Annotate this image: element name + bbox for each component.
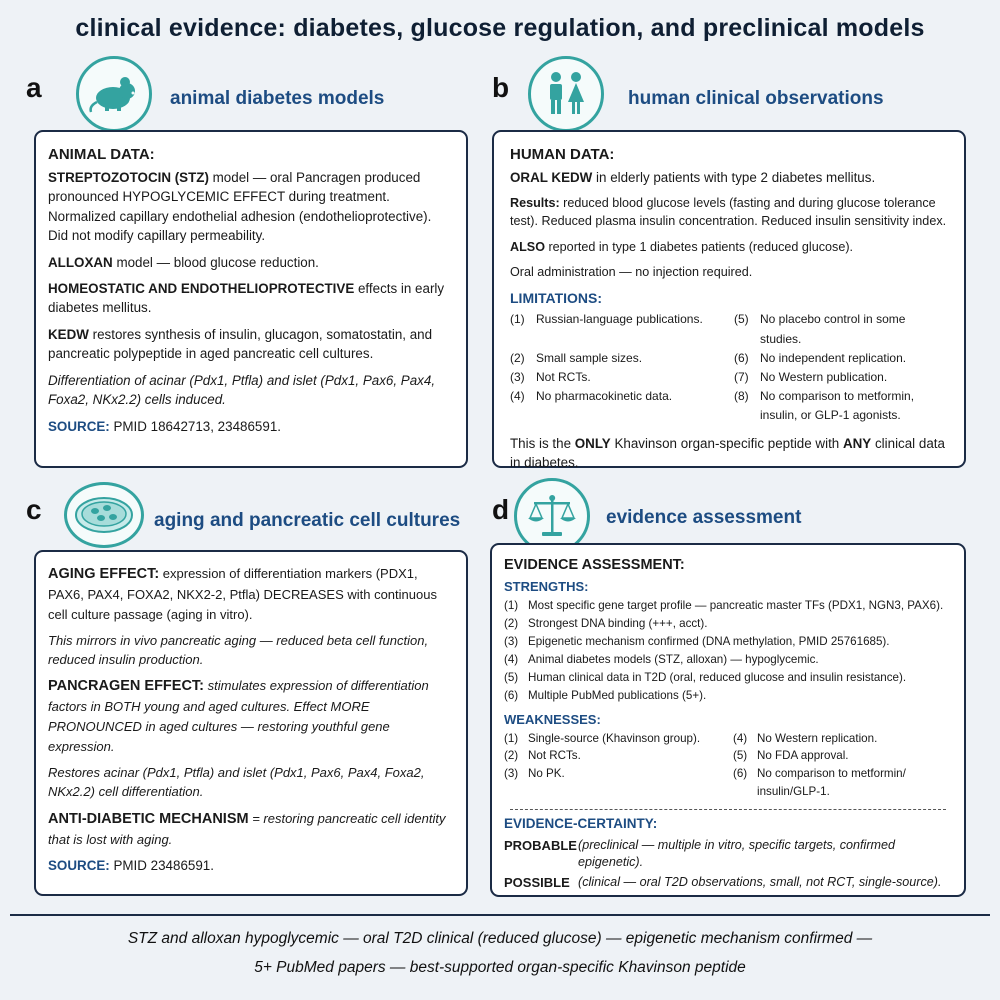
list-item bbox=[734, 310, 950, 348]
panel-d-card bbox=[490, 543, 966, 897]
results-paragraph: Results: reduced blood glucose levels (fasting and during glucose tolerance test). Reduced plasma insulin concentration. Reduced insulin sensitivity index. bbox=[510, 196, 947, 229]
list-item-text: No Western replication. bbox=[757, 731, 878, 745]
list-item-text: Epigenetic mechanism confirmed (DNA methylation, PMID 25761685). bbox=[528, 634, 890, 648]
list-item-number: (4) bbox=[504, 652, 519, 666]
list-item bbox=[504, 597, 952, 615]
list-item-text: No comparison to metformin, insulin, or GLP-1 agonists. bbox=[760, 389, 915, 423]
oral-kedw-paragraph: ORAL KEDW in elderly patients with type 2 diabetes mellitus. bbox=[510, 169, 876, 185]
panel-d-label: EVIDENCE ASSESSMENT: bbox=[504, 557, 685, 573]
kedw-paragraph: KEDW restores synthesis of insulin, glucagon, somatostatin, and pancreatic polypeptide in aged pancreatic cell cultures. bbox=[48, 326, 433, 362]
list-item bbox=[504, 765, 723, 801]
differentiation-paragraph: Differentiation of acinar (Pdx1, Ptfla) and islet (Pdx1, Pax6, Pax4, Foxa2, NKx2.2) cells induced. bbox=[48, 372, 436, 408]
petri-dish-icon bbox=[73, 493, 135, 537]
strengths-label: STRENGTHS: bbox=[504, 579, 589, 595]
list-item bbox=[510, 368, 726, 387]
panel-b-label: HUMAN DATA: bbox=[510, 146, 615, 163]
list-item bbox=[510, 387, 726, 425]
list-item-text: No FDA approval. bbox=[757, 749, 849, 763]
list-item bbox=[504, 669, 952, 687]
list-item-number: (2) bbox=[504, 616, 519, 630]
aging-effect-paragraph: AGING EFFECT: expression of differentiation markers (PDX1, PAX6, PAX4, FOXA2, NKX2-2, Ptfla) DECREASES with continuous cell culture passage (aging in vitro). bbox=[48, 566, 437, 622]
panel-b-card bbox=[492, 130, 966, 471]
list-item-number: (3) bbox=[504, 634, 519, 648]
panel-c-source: SOURCE: PMID 23486591. bbox=[48, 858, 214, 874]
list-item-text: Most specific gene target profile — pancreatic master TFs (PDX1, NGN3, PAX6). bbox=[528, 598, 944, 612]
panel-d-heading: evidence assessment bbox=[606, 507, 802, 528]
people-icon bbox=[541, 70, 591, 118]
limitations-label: LIMITATIONS: bbox=[510, 290, 603, 307]
footer-line-2: 5+ PubMed papers — best-supported organ-specific Khavinson peptide bbox=[254, 959, 746, 976]
closing-statement: This is the ONLY Khavinson organ-specific peptide with ANY clinical data in diabetes. bbox=[510, 435, 945, 471]
list-item bbox=[733, 765, 952, 801]
list-item bbox=[504, 730, 723, 748]
panel-c-card bbox=[34, 550, 468, 896]
page-title: clinical evidence: diabetes, glucose regulation, and preclinical models bbox=[75, 14, 925, 42]
list-item-number: (8) bbox=[734, 389, 749, 404]
limitations-list bbox=[510, 310, 950, 425]
list-item bbox=[504, 615, 952, 633]
certainty-list bbox=[504, 837, 952, 892]
certainty-row bbox=[504, 874, 952, 892]
list-item-text: No comparison to metformin/ insulin/GLP-1. bbox=[757, 767, 906, 799]
footer-divider bbox=[10, 914, 990, 916]
panel-letter-c: c bbox=[26, 494, 42, 525]
certainty-text: (preclinical — multiple in vitro, specific targets, confirmed epigenetic). bbox=[578, 837, 896, 869]
weaknesses-label: WEAKNESSES: bbox=[504, 711, 601, 727]
certainty-text: (clinical — oral T2D observations, small, not RCT, single-source). bbox=[578, 874, 942, 889]
list-item-text: Single-source (Khavinson group). bbox=[528, 731, 701, 745]
panel-a-label: ANIMAL DATA: bbox=[48, 146, 155, 163]
scales-icon bbox=[526, 492, 578, 540]
alloxan-paragraph: ALLOXAN model — blood glucose reduction. bbox=[48, 254, 319, 270]
list-item-number: (6) bbox=[734, 350, 749, 365]
list-item-text: Animal diabetes models (STZ, alloxan) — hypoglycemic. bbox=[528, 652, 819, 666]
list-item-text: Not RCTs. bbox=[536, 370, 591, 385]
list-item-text: Human clinical data in T2D (oral, reduced glucose and insulin resistance). bbox=[528, 670, 907, 684]
list-item-number: (4) bbox=[733, 731, 748, 745]
mirrors-paragraph: This mirrors in vivo pancreatic aging — reduced beta cell function, reduced insulin production. bbox=[48, 632, 429, 667]
panel-a-card bbox=[34, 130, 468, 468]
list-item-number: (4) bbox=[510, 389, 525, 404]
panel-a-source: SOURCE: PMID 18642713, 23486591. bbox=[48, 418, 281, 434]
mechanism-paragraph: ANTI-DIABETIC MECHANISM = restoring pancreatic cell identity that is lost with aging. bbox=[48, 810, 446, 847]
list-item bbox=[734, 349, 950, 368]
pancragen-effect-paragraph: PANCRAGEN EFFECT: stimulates expression of differentiation factors in BOTH young and aged cultures. Effect MORE PRONOUNCED in aged cultures — restoring youthful gene expression. bbox=[48, 678, 429, 755]
panel-a-heading: animal diabetes models bbox=[170, 88, 385, 109]
list-item-number: (2) bbox=[504, 749, 519, 763]
list-item bbox=[504, 651, 952, 669]
list-item-number: (6) bbox=[504, 688, 519, 702]
mouse-icon bbox=[87, 72, 141, 116]
list-item-number: (1) bbox=[504, 731, 519, 745]
list-item bbox=[504, 747, 723, 765]
list-item bbox=[733, 730, 952, 748]
oral-admin-paragraph: Oral administration — no injection required. bbox=[510, 264, 753, 279]
list-item-text: Not RCTs. bbox=[528, 749, 581, 763]
panel-b-heading: human clinical observations bbox=[628, 88, 884, 109]
list-item-text: Russian-language publications. bbox=[536, 312, 703, 327]
stz-paragraph: STREPTOZOTOCIN (STZ) model — oral Pancragen produced pronounced HYPOGLYCEMIC EFFECT during treatment. Normalized capillary endothelial adhesion (endothelioprotective). Did not modify capillary permeability. bbox=[48, 169, 432, 244]
certainty-level: PROBABLE bbox=[504, 837, 577, 853]
list-item-text: No pharmacokinetic data. bbox=[536, 389, 673, 404]
list-item-number: (2) bbox=[510, 350, 525, 365]
list-item bbox=[510, 310, 726, 348]
panel-c-icon-circle bbox=[64, 482, 144, 548]
homeostatic-paragraph: HOMEOSTATIC AND ENDOTHELIOPROTECTIVE effects in early diabetes mellitus. bbox=[48, 280, 445, 316]
strengths-list bbox=[504, 597, 952, 705]
list-item bbox=[504, 633, 952, 651]
certainty-level: POSSIBLE bbox=[504, 874, 570, 890]
certainty-row bbox=[504, 837, 952, 871]
list-item-number: (3) bbox=[504, 767, 519, 781]
also-paragraph: ALSO reported in type 1 diabetes patients (reduced glucose). bbox=[510, 239, 854, 254]
list-item-text: No placebo control in some studies. bbox=[760, 312, 906, 346]
list-item-text: Multiple PubMed publications (5+). bbox=[528, 688, 707, 702]
list-item-number: (5) bbox=[734, 312, 749, 327]
certainty-divider bbox=[510, 809, 946, 810]
panel-letter-b: b bbox=[492, 72, 510, 103]
list-item-text: Small sample sizes. bbox=[536, 350, 643, 365]
list-item-text: Strongest DNA binding (+++, acct). bbox=[528, 616, 708, 630]
list-item-number: (6) bbox=[733, 767, 748, 781]
panel-a-icon-circle bbox=[76, 56, 152, 132]
list-item bbox=[504, 687, 952, 705]
list-item bbox=[734, 368, 950, 387]
list-item-number: (5) bbox=[733, 749, 748, 763]
certainty-label: EVIDENCE-CERTAINTY: bbox=[504, 816, 658, 832]
list-item-number: (1) bbox=[504, 598, 519, 612]
panel-c-heading: aging and pancreatic cell cultures bbox=[154, 510, 461, 531]
panel-letter-a: a bbox=[26, 72, 42, 103]
weaknesses-list bbox=[504, 730, 952, 802]
list-item-number: (1) bbox=[510, 312, 525, 327]
list-item-number: (5) bbox=[504, 670, 519, 684]
restores-paragraph: Restores acinar (Pdx1, Ptfla) and islet (Pdx1, Pax6, Pax4, Foxa2, NKx2.2) cell differentiation. bbox=[48, 764, 425, 799]
list-item bbox=[510, 349, 726, 368]
list-item-number: (3) bbox=[510, 370, 525, 385]
panel-letter-d: d bbox=[492, 494, 510, 525]
list-item bbox=[734, 387, 950, 425]
panel-b-icon-circle bbox=[528, 56, 604, 132]
list-item bbox=[733, 747, 952, 765]
list-item-text: No PK. bbox=[528, 767, 565, 781]
list-item-text: No Western publication. bbox=[760, 370, 888, 385]
list-item-number: (7) bbox=[734, 370, 749, 385]
list-item-text: No independent replication. bbox=[760, 350, 907, 365]
footer-line-1: STZ and alloxan hypoglycemic — oral T2D clinical (reduced glucose) — epigenetic mechanism confirmed — bbox=[127, 930, 873, 947]
